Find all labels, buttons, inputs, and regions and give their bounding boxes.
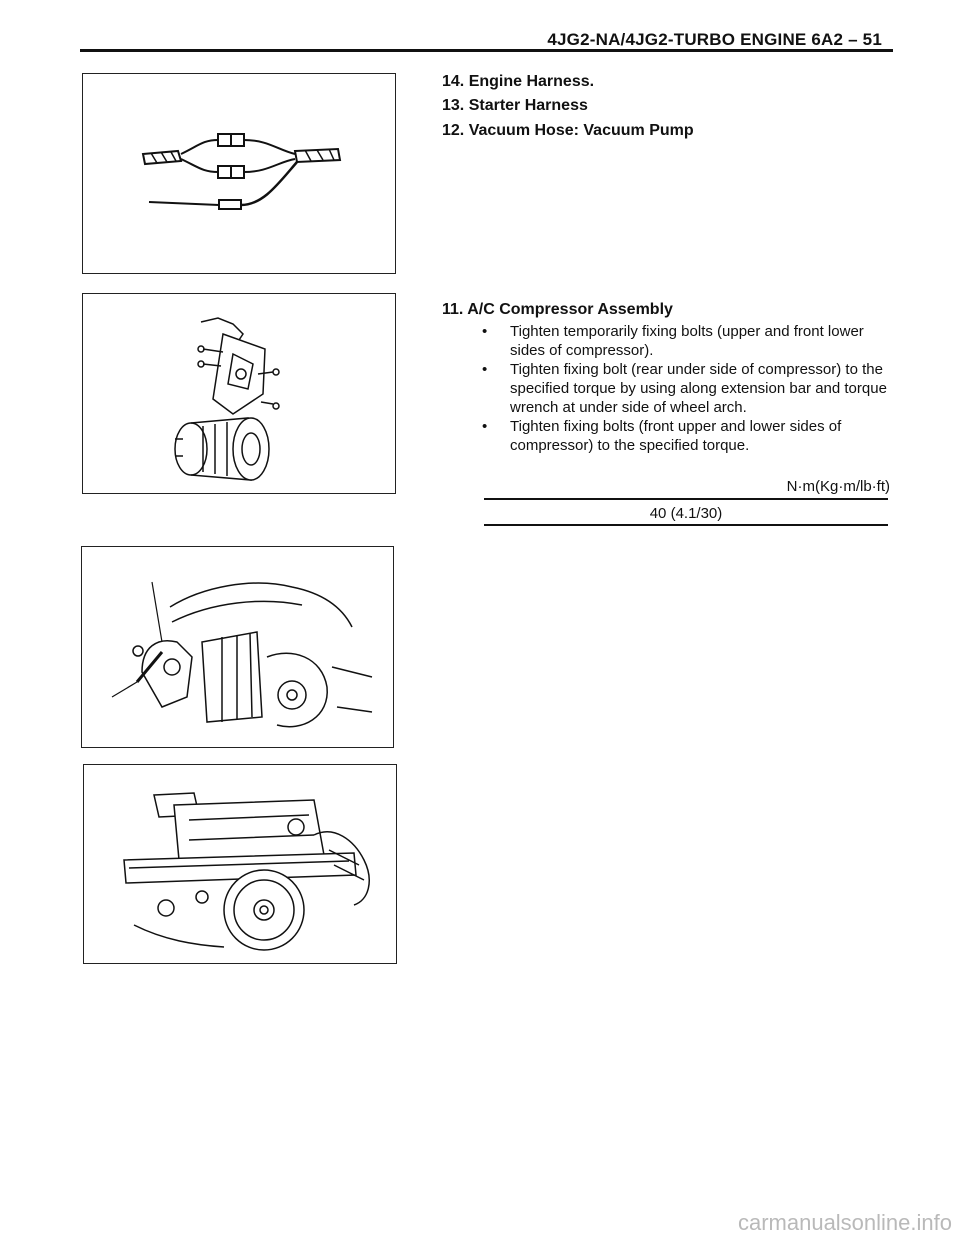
torque-table-bottom-rule bbox=[484, 524, 888, 526]
step-starter-harness: 13. Starter Harness bbox=[442, 97, 588, 114]
torque-value: 40 (4.1/30) bbox=[649, 505, 723, 522]
torque-unit-label: N·m(Kg·m/lb·ft) bbox=[786, 478, 890, 495]
list-item: • Tighten temporarily fixing bolts (upper and front lower sides of compressor). bbox=[478, 322, 898, 360]
header-rule bbox=[80, 49, 893, 52]
watermark: carmanualsonline.info bbox=[737, 1210, 952, 1235]
pulley-illustration bbox=[84, 765, 396, 963]
figure-harness-connectors bbox=[82, 73, 396, 274]
step-engine-harness: 14. Engine Harness. bbox=[442, 73, 595, 90]
compressor-illustration bbox=[83, 294, 395, 493]
figure-ac-compressor bbox=[82, 293, 396, 494]
instruction-list bbox=[478, 322, 898, 455]
step-ac-compressor: 11. A/C Compressor Assembly bbox=[442, 301, 673, 318]
wheel-arch-illustration bbox=[82, 547, 393, 747]
torque-table-top-rule bbox=[484, 498, 888, 500]
figure-wheel-arch-wrench bbox=[81, 546, 394, 748]
harness-illustration bbox=[83, 74, 395, 273]
figure-compressor-pulley bbox=[83, 764, 397, 964]
step-vacuum-hose: 12. Vacuum Hose: Vacuum Pump bbox=[442, 122, 694, 139]
page-title: 4JG2-NA/4JG2-TURBO ENGINE 6A2 – 51 bbox=[547, 30, 882, 49]
list-item: • Tighten fixing bolt (rear under side of compressor) to the specified torque by using along extension bar and torque wrench at under side of wheel arch. bbox=[478, 360, 898, 417]
list-item: • Tighten fixing bolts (front upper and lower sides of compressor) to the specified torque. bbox=[478, 417, 898, 455]
